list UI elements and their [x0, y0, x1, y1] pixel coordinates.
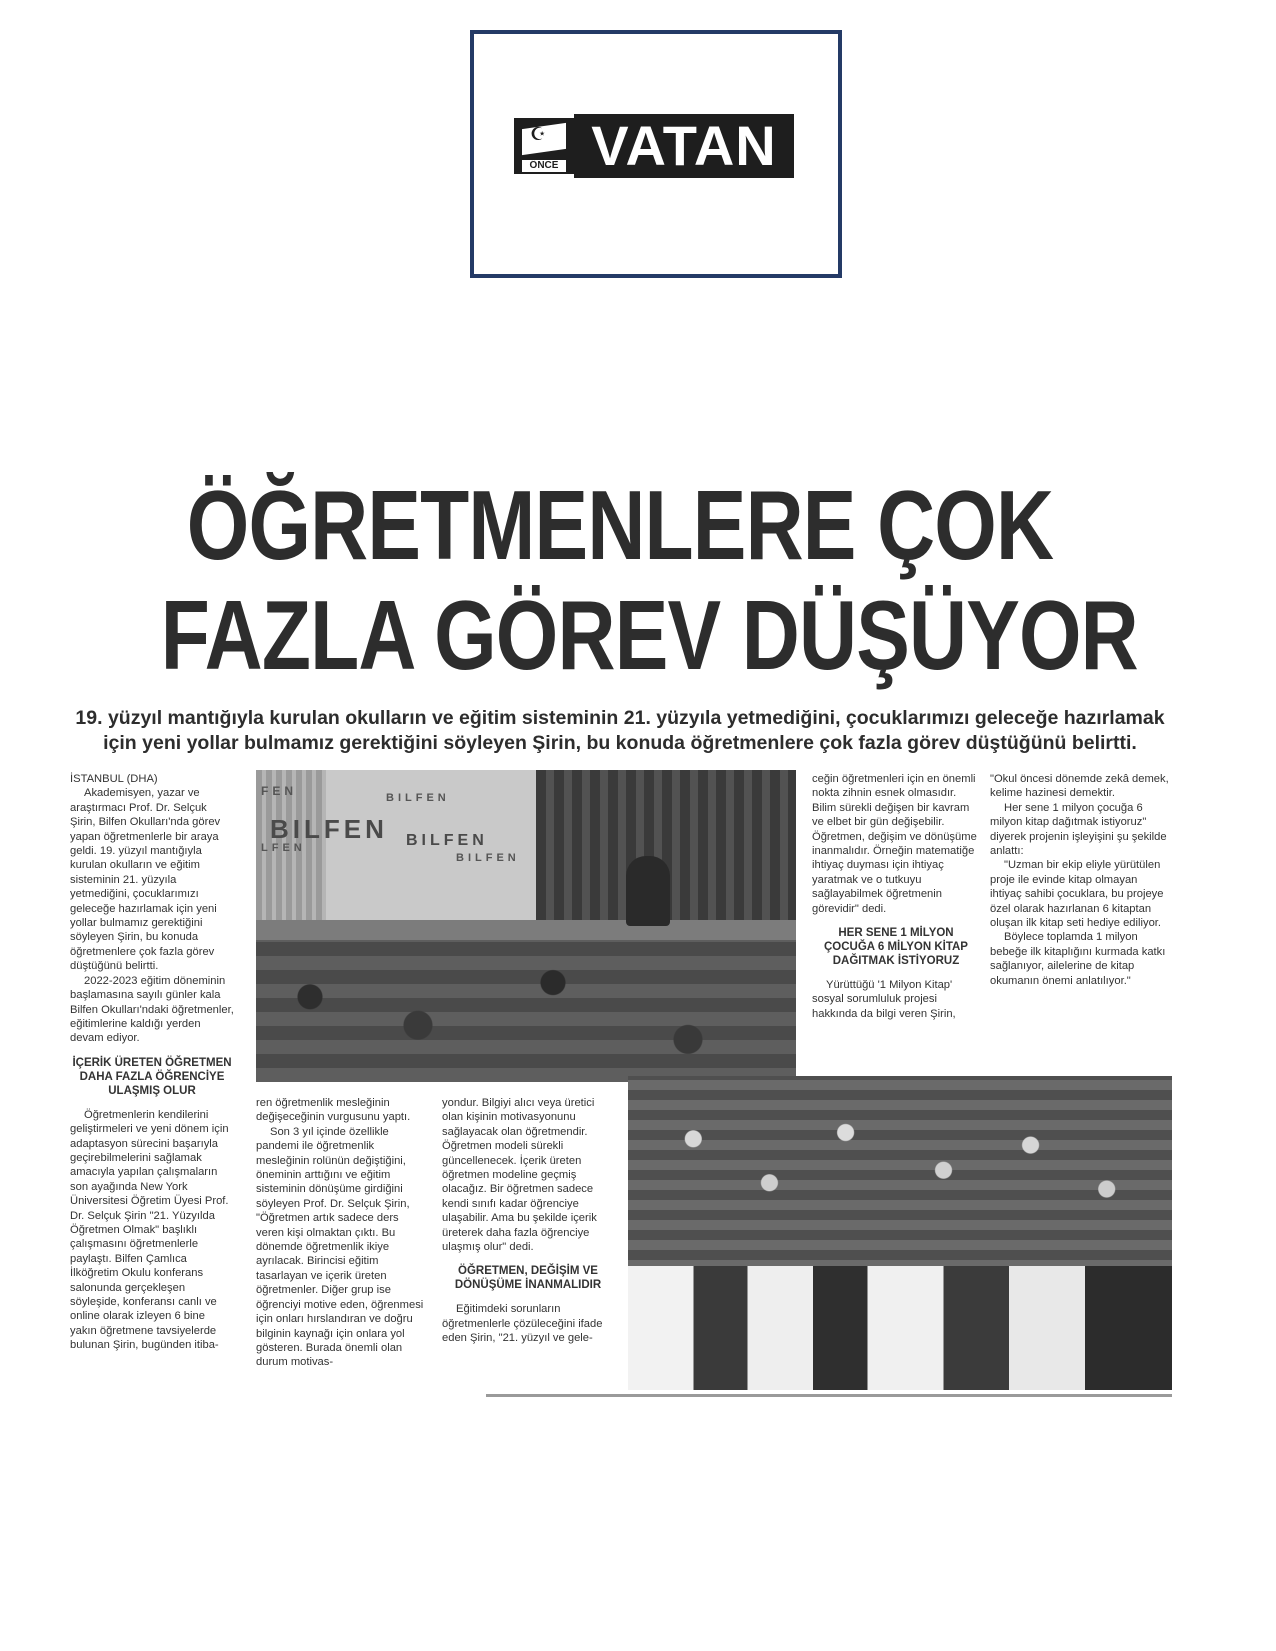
paragraph: Akademisyen, yazar ve araştırmacı Prof. Dr. Selçuk Şirin, Bilfen Okulları'nda görev yapan öğretmenlerle bir araya geldi. 19. yüzyıl mantığıyla kurulan okulların ve eğitim sisteminin 21. yüzyıla yetmediğini, çocuklarımızı geleceğe hazırlamak için yeni yollar bulmamız gerektiğini söyleyen Şirin, bu konuda öğretmenlere çok fazla görev düştüğünü belirtti. [70, 787, 221, 973]
paragraph: Yürüttüğü '1 Milyon Kitap' sosyal sorumluluk projesi hakkında da bilgi veren Şirin, [812, 979, 956, 1020]
dateline: İSTANBUL (DHA) [70, 773, 158, 785]
paragraph: "Okul öncesi dönemde zekâ demek, kelime hazinesi demektir. [990, 773, 1169, 800]
photo-sign-text: BILFEN [270, 814, 388, 844]
paragraph: Eğitimdeki sorunların öğretmenlerle çözüleceğini ifade eden Şirin, "21. yüzyıl ve gele- [442, 1303, 603, 1345]
crescent-star-icon: ☪ [530, 124, 547, 145]
article-column-1 [70, 772, 234, 1353]
paragraph: ceğin öğretmenleri için en önemli nokta zihnin esnek olmasıdır. Bilim sürekli değişen bir kavram ve elbet bir gün değişebilir. Öğretmen, değişim ve dönüşüme inanmalıdır. Örneğin matematiğe ihtiyaç duyması için ihtiyaç yaratmak ve o tutkuyu sağlayabilmek öğretmenin görevidir" dedi. [812, 773, 977, 915]
photo-sign-text: LFEN [261, 842, 306, 854]
paragraph: Her sene 1 milyon çocuğa 6 milyon kitap dağıtmak istiyoruz" diyerek projenin işleyişini şu şekilde anlattı: [990, 801, 1167, 858]
paragraph: 2022-2023 eğitim döneminin başlamasına sayılı günler kala Bilfen Okulları'ndaki öğretmenler, eğitimlerine kaldığı yerden devam ediyor. [70, 974, 234, 1045]
logo-once-badge: ÖNCE [520, 158, 568, 174]
flag-icon [514, 118, 574, 174]
photo-sign-text: BILFEN [406, 832, 488, 849]
section-subtitle: İÇERİK ÜRETEN ÖĞRETMEN DAHA FAZLA ÖĞRENCİYE ULAŞMIŞ OLUR [72, 1056, 232, 1097]
vatan-logo [514, 114, 794, 178]
headline [160, 470, 1138, 690]
article-column-2 [256, 1096, 426, 1370]
photo-front-row [628, 1266, 1172, 1390]
section-subtitle: HER SENE 1 MİLYON ÇOCUĞA 6 MİLYON KİTAP DAĞITMAK İSTİYORUZ [824, 927, 968, 968]
photo-speaker [626, 856, 670, 926]
article-column-5 [990, 772, 1170, 988]
subheadline-line-2: için yeni yollar bulmamız gerektiğini söyleyen Şirin, bu konuda öğretmenlere çok fazla görev düştüğünü belirtti. [103, 732, 1137, 754]
headline-line-2: FAZLA GÖREV DÜŞÜYOR [160, 580, 1138, 690]
photo-sign-text: BILFEN [386, 792, 450, 804]
section-subtitle: ÖĞRETMEN, DEĞİŞİM VE DÖNÜŞÜME İNANMALIDIR [454, 1265, 602, 1292]
article-column-3 [442, 1096, 614, 1346]
paragraph: "Uzman bir ekip eliyle yürütülen proje ile evinde kitap olmayan ihtiyaç sahibi çocuklara, bu projeye özel olarak hazırlanan 6 kitaptan oluşan ilk kitap seti hediye ediliyor. [990, 859, 1164, 930]
bottom-rule [486, 1394, 1172, 1397]
paragraph: Son 3 yıl içinde özellikle pandemi ile öğretmenlik mesleğinin rolünün değiştiğini, öneminin arttığını ve eğitim sisteminin dönüşüme girdiğini söyleyen Prof. Dr. Selçuk Şirin, "Öğretmen artık sadece ders veren kişi olmaktan çıktı. Bu dönemde öğretmenlik ikiye ayrılacak. Birincisi eğitim tasarlayan ve içerik üreten öğretmenler. Diğer grup ise öğrenciyi motive eden, öğrenmesi için onları hırslandıran ve doğru bilginin kaynağı için onlara yol gösteren. Burada önemli olan durum motivas- [256, 1125, 424, 1369]
paragraph: Öğretmenlerin kendilerini geliştirmeleri ve yeni dönem için adaptasyon sürecini başarıyla geçirebilmelerini sağlamak amacıyla yapılan çalışmaların son ayağında New York Üniversitesi Öğretim Üyesi Prof. Dr. Selçuk Şirin "21. Yüzyılda Öğretmen Olmak" başlıklı çalışmasını öğretmenlerle paylaştı. Bilfen Çamlıca İlköğretim Okulu konferans salonunda gerçekleşen söyleşide, konferansı canlı ve online olarak izleyen 6 bine yakın öğretmene tavsiyelerde bulunan Şirin, bugünden itiba- [70, 1108, 229, 1352]
paragraph: ren öğretmenlik mesleğinin değişeceğinin vurgusunu yaptı. [256, 1097, 411, 1124]
subheadline [70, 706, 1170, 756]
subheadline-line-1: 19. yüzyıl mantığıyla kurulan okulların ve eğitim sisteminin 21. yüzyıla yetmediğini, çocuklarımızı geleceğe hazırlamak [75, 707, 1165, 729]
photo-sign-text: FEN [261, 784, 297, 798]
photo-sign-text: BILFEN [456, 852, 520, 864]
photo-audience [256, 940, 796, 1082]
paragraph: yondur. Bilgiyi alıcı veya üretici olan kişinin motivasyonunu sağlayacak olan öğretmendir. Öğretmen modeli sürekli güncellenecek. İçerik üreten öğretmen modeline geçmiş olacağız. Bir öğretmen sadece kendi sınıfı kadar öğrenciye ulaşabilir. Ama bu şekilde içerik üreterek daha fazla öğrenciye ulaşmış olur" dedi. [442, 1097, 597, 1254]
stage-photo [256, 770, 796, 1082]
logo-wordmark: VATAN [574, 114, 794, 178]
article-column-4 [812, 772, 980, 1021]
logo-box [470, 30, 842, 278]
group-photo [628, 1076, 1172, 1390]
paragraph: Böylece toplamda 1 milyon bebeğe ilk kitaplığını kurmada katkı sağlanıyor, ailelerine de kitap okumanın önemi anlatılıyor." [990, 931, 1166, 987]
headline-line-1: ÖĞRETMENLERE ÇOK [186, 470, 1054, 580]
